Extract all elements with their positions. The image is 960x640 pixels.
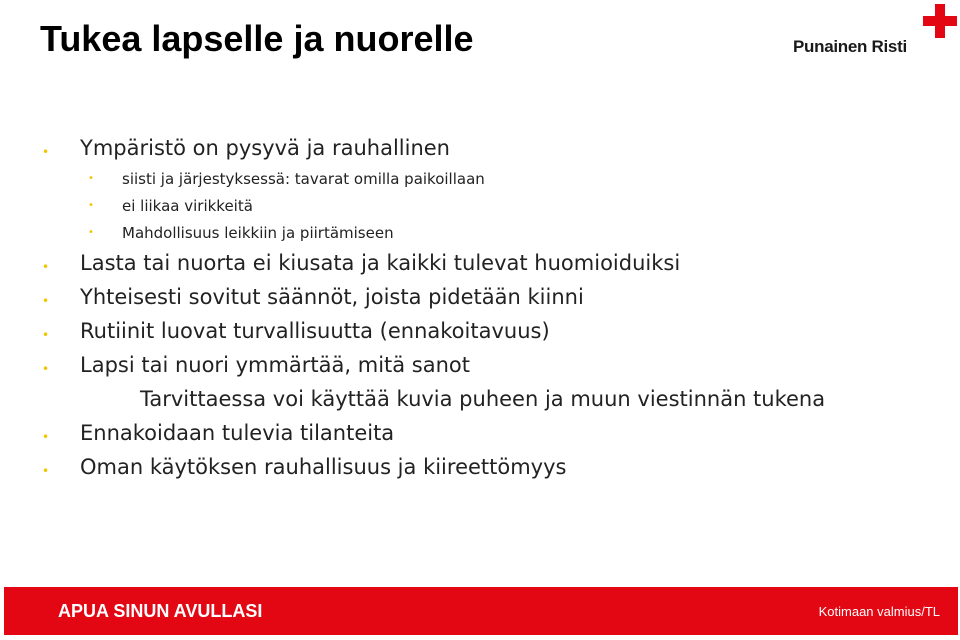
bullet-icon: • xyxy=(42,145,50,159)
bullet-icon: • xyxy=(42,464,50,478)
list-item-text: Mahdollisuus leikkiin ja piirtämiseen xyxy=(122,224,394,242)
footer-slogan: APUA SINUN AVULLASI xyxy=(58,601,263,621)
list-item-sub xyxy=(140,387,825,411)
footer-bar xyxy=(4,587,958,635)
list-item-text: Rutiinit luovat turvallisuutta (ennakoitavuus) xyxy=(80,319,550,343)
list-item xyxy=(42,421,395,445)
bullet-icon: • xyxy=(88,173,94,184)
list-item-text: siisti ja järjestyksessä: tavarat omilla paikoillaan xyxy=(122,170,485,188)
bullet-icon: • xyxy=(42,362,50,376)
page-title: Tukea lapselle ja nuorelle xyxy=(40,18,474,59)
list-item-text: Lasta tai nuorta ei kiusata ja kaikki tulevat huomioiduiksi xyxy=(80,251,681,275)
list-item xyxy=(88,170,485,188)
list-item-text: Lapsi tai nuori ymmärtää, mitä sanot xyxy=(80,353,471,377)
list-item-text: Yhteisesti sovitut säännöt, joista pidetään kiinni xyxy=(80,285,584,309)
list-item-text: Ennakoidaan tulevia tilanteita xyxy=(80,421,395,445)
red-cross-logo xyxy=(793,4,958,60)
list-item-text: Tarvittaessa voi käyttää kuvia puheen ja muun viestinnän tukena xyxy=(140,387,826,411)
list-item xyxy=(42,136,450,160)
list-item xyxy=(42,251,681,275)
bullet-icon: • xyxy=(88,200,94,211)
list-item xyxy=(88,197,253,215)
bullet-icon: • xyxy=(42,260,50,274)
list-item-text: ei liikaa virikkeitä xyxy=(122,197,253,215)
list-item xyxy=(42,353,471,377)
list-item xyxy=(42,455,567,479)
bullet-icon: • xyxy=(42,328,50,342)
list-item-text: Oman käytöksen rauhallisuus ja kiireettömyys xyxy=(80,455,567,479)
logo-text: Punainen Risti xyxy=(793,37,907,56)
bullet-icon: • xyxy=(42,294,50,308)
bullet-icon: • xyxy=(42,430,50,444)
bullet-icon: • xyxy=(88,227,94,238)
list-item xyxy=(88,224,394,242)
list-item xyxy=(42,285,584,309)
red-cross-icon xyxy=(923,4,957,38)
footer-department: Kotimaan valmius/TL xyxy=(818,604,940,619)
list-item xyxy=(42,319,550,343)
list-item-text: Ympäristö on pysyvä ja rauhallinen xyxy=(80,136,450,160)
